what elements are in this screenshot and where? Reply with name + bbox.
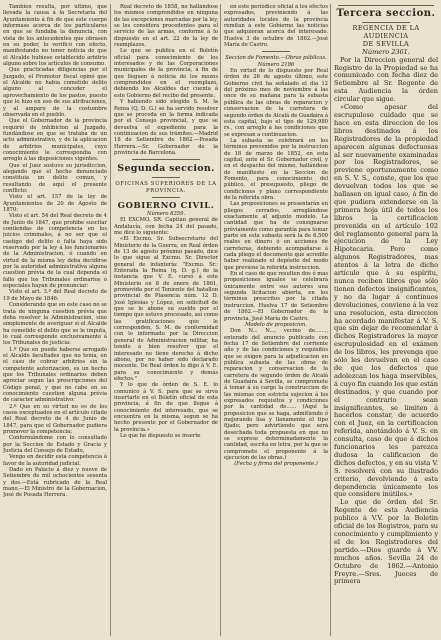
paragraph: Tambien resulta, por último, que llevada la causa á la Secretaría del Ayuntamiento á fin de que este cuerpo informase acerca de los particulares en que se fundaba la denuncia, con vista de los antecedentes que obrasen en su poder, lo verificó con efecto, manifestando no tener noticia de que el Alcalde hubiese establecido arbitrio alguno sobre los artículos de consumo. bbox=[3, 4, 107, 68]
paragraph: Que el Gobernador de la provincia requirió de inhibicion al Juzgado, fundándose en que se trataba de un acto administrativo, y de la aplicacion de arbitrios municipales, cuyo conocimiento le correspondia con arreglo á las disposiciones vigentes. bbox=[3, 118, 107, 163]
section-heading: Seccion de Fomento.—Obras públicas. bbox=[225, 55, 327, 62]
paragraph: Y habiendo sido elegido S. M. la Reina (Q. D. G.) se ha servido resolver que se proceda en la forma indicada por el Consejo provincial, y que se devuelva el expediente para la continuacion de sus trámites.—Madrid 18 de Setiembre de 1862.—Posada Herrera.—Sr. Gobernador de la provincia de Barcelona. bbox=[114, 99, 218, 156]
section-rule bbox=[152, 197, 180, 198]
column-3 bbox=[224, 4, 328, 636]
paragraph: Conformándome con lo consultado por la Seccion de Estado y Gracia y Justicia del Consejo de Estado, bbox=[3, 435, 107, 455]
section-title: Segunda seccion. bbox=[117, 163, 215, 175]
paragraph: Don N... N..., vecino de......., enterado del anuncio publicado con fecha 17 de Setiembre del corriente año y de las condiciones y requisitos que se exigen para la adjudicacion en pública subasta de las obras de reparacion y conservacion de la carretera de segundo órden de Alcalá de Guadaira á Sevilla, se compromete á tomar á su cargo la construccion de las mismas con estricta sujecion á los expresados requisitos y condiciones por la cantidad de...... (Aquí la proposicion que se haga, admitiendo ó mejorando lisa y llanamente el tipo fijado; pero advirtiendo que será desechada toda propuesta en que no se exprese determinadamente la cantidad, escrita en letra, por la que se compromete el proponente á la ejecucion de las obras.) bbox=[224, 328, 328, 462]
paragraph: Por la Direccion general del Registro de la Propiedad se ha comunicado con fecha diez de Setiembre al Sr. Regente de esta Audiencia la órden circular que sigue. bbox=[334, 55, 438, 104]
model-title: Modelo de proposicion. bbox=[245, 321, 307, 328]
paragraph: Las proposiciones se presentarán en pliegos cerrados, arreglándose exactamente al adjunto modelo. La cantidad que ha de consignarse préviamente como garantía para tomar parte en esta subasta será la de 6.500 reales en dinero ó en acciones de carreteras, debiendo acompañarse á cada pliego el documento que acredite haber realizado el depósito del modo que previene la referida instruccion. bbox=[224, 201, 328, 271]
paragraph: Considerando que en este caso no se trata de ninguna cuestion prévia que deba resolver la Administracion, sino simplemente de averiguar si el Alcalde ha cometido el delito que se le imputa, lo cual corresponde exclusivamente á los Tribunales de justicia: bbox=[3, 302, 107, 347]
column-divider bbox=[220, 4, 221, 636]
section-rule bbox=[132, 159, 200, 160]
paragraph: (Fecha y firma del proponente.) bbox=[234, 461, 318, 468]
column-2 bbox=[114, 4, 218, 636]
paragraph: Y lo que de órden de S. E. lo comunico á V. S. para que se sirva insertarlo en el Boletín oficial de esta provincia, á fin de que llegue á conocimiento del interesado, que se encuentra en la misma, segun se ha hecho presente por el Gobernador de la provincia.» bbox=[114, 382, 218, 433]
paragraph: «El Excmo. Sr. Subsecretario del Ministerio de la Guerra, en Real órden de 13 de agosto próximo pasado, dice lo que sigue al Excmo. Sr. Director general de infantería: "Excmo. Sr.: Enterada la Reina (q. D. g.) de la instancia que V. E. cursó á este Ministerio en 8 de enero de 1861, promovida por el Teniente del batallon provincial de Plasencia núm. 12 D. José Iglesias y López, en solicitud de que se le abone su sueldo por el tiempo que estuvo procesado, así como las gratificaciones que le corresponden, S. M. de conformidad con lo informado por la Direccion general de Administracion militar, ha tenido á bien resolver que el interesado no tiene derecho á dicho abono, por no haber sido declarado inocente. De Real órden lo digo á V. E. para su conocimiento y demás efectos." bbox=[114, 236, 218, 382]
paragraph: Visto el art. 3.º del Real decreto de 19 de Mayo de 1846: bbox=[3, 289, 107, 302]
paragraph: Visto el art. 157 de la ley de Ayuntamientos de 20 de Agosto de 1870: bbox=[3, 194, 107, 213]
office-title: GOBIERNO CIVIL. bbox=[117, 200, 215, 211]
section-title: Tercera seccion. bbox=[336, 8, 436, 19]
paragraph: En el caso de que resulten dos ó mas proposiciones iguales se celebrará únicamente entre sus autores una segunda licitacion abierta, en los términos prescritos por la citada instruccion. Huelva 17 de Setiembre de 1862.—El Gobernador de la provincia, José María de Castro. bbox=[224, 271, 328, 322]
paragraph: El EXCMO. SR. Capitan general de Andalucía, con fecha 24 del pasado, me dice lo siguiente: bbox=[114, 217, 218, 236]
paragraph: Visto el art. 54 del Real decreto de 4 de Junio de 1847, que prohibe suscitar contiendas de competencia en los juicios criminales, á no ser que el castigo del delito ó falta haya sido reservado por la ley á los funcionarios de la Administracion, ó cuando en virtud de la misma ley deba decidirse por la autoridad administrativa alguna cuestion prévia de la cual dependa el fallo que los Tribunales ordinarios ó especiales hayan de pronunciar: bbox=[3, 213, 107, 290]
section-subtitle: OFICINAS SUPERIORES DE LA PROVINCIA. bbox=[115, 181, 217, 194]
paragraph: Lo que se publica en el Boletín oficial para conocimiento de los interesados y de las Corporaciones municipales de la provincia, á fin de que lleguen á noticia de los mozos comprendidos en el reemplazo, debiendo los Alcaldes dar cuenta á este Gobierno del recibo del presente. bbox=[114, 48, 218, 99]
office-heading: REGENCIA DE LA AUDIENCIA bbox=[352, 24, 420, 40]
office-heading: DE SEVILLA bbox=[362, 39, 410, 48]
column-1 bbox=[3, 4, 107, 636]
notice-number: Número 2361. bbox=[362, 47, 410, 56]
paragraph: Lo que he dispuesto se inserte bbox=[120, 432, 201, 439]
paragraph: Dado en Palacio á diez y nueve de Setiembre de mil ochocientos sesenta y dos.—Está rubricado de la Real mano.—El Ministro de la Gobernacion, José de Posada Herrera. bbox=[3, 467, 107, 499]
notice-number: Número 2186 bbox=[257, 61, 295, 68]
column-4 bbox=[334, 4, 438, 636]
section-rule bbox=[338, 5, 434, 6]
paragraph: Que practicadas diligencias por el Juzgado, el Promotor fiscal opinó que el Alcalde no habia cometido delito alguno al conceder el aprovechamiento de los pastos, puesto que lo hizo en uso de sus atribuciones, y al amparo de la costumbre observada en el pueblo. bbox=[3, 67, 107, 118]
notice-number: Número 8359. bbox=[146, 210, 186, 217]
paragraph: En virtud de lo dispuesto por Real órden de 26 de agosto último, este Gobierno civil ha señalado el dia 12 del próximo mes de noviembre á las once de su mañana para la subasta pública de las obras de reparacion y conservacion de la carretera de segundo órden de Alcalá de Guadaira á esta capital, bajo el tipo de 129,980 rs., con arreglo á las condiciones que se expresan a continuacion. bbox=[224, 68, 328, 138]
section-rule bbox=[152, 177, 180, 178]
paragraph: 2.º Que en su virtud no es de los casos exceptuados en el artículo citado del Real decreto de 4 de Junio de 1847, para que el Gobernador pudiera promover la competencia; bbox=[3, 403, 107, 436]
section-rule bbox=[362, 22, 410, 23]
paragraph: Vengo en decidir esta competencia á favor de la autoridad judicial. bbox=[3, 454, 107, 467]
paragraph: Lo que de órden del Sr. Regente de esta Audiencia publico á V.V. por la Boletin oficial de los Registros, para su conocimiento y cumplimiento y el de los Registradores del partido.—Dios guarde á VV. muchos años. Sevilla 24 de Octubre de 1862.—Antonio Freyre.—Sres. Jueces de primera bbox=[334, 498, 438, 586]
paragraph: en este periódico oficial á los efectos expresados, previniendo á las autoridades locales de la provincia remitan á este Gobierno las noticias que adquieran acerca del interesado. Huelva 3 de octubre de 1862.—José María de Castro. bbox=[224, 4, 328, 49]
paragraph: Que el Juez sostuvo su jurisdiccion, alegando que el hecho denunciado constituia un delito comun, y resultando de aquí el presente conflicto: bbox=[3, 162, 107, 194]
column-divider bbox=[330, 4, 331, 636]
paragraph: «Como apesar del escrupuloso cuidado que se hace en esta direccion de los libros destinados á los Registradores de la propiedad aparecen algunas defectuosas al ser nuevamente examinadas por los Registradores, se previene oportunamente como en S. V. S., conste, que los que devuelvan todos los que se hallasen en igual caso, á fin de que pudiera extenderse en la primera hoja útil de todos los libros la certificacion prevenida en el artículo 102 del reglamento general para la ejecucion de la Ley Hipotecaria. Pero como algunos Registradores, mas atentos á la letra de dicho artículo que á su espíritu, nunca reciben libros que sólo tienen defectos insignificantes, y no da lugar á continuos devoluciones, conviene á la vez una resolucion, esta direccion ha acordado manifestar á V. S. que sin dejar de recomendar á dichos Registradores la mayor escrupulosidad en el exámen de los libros, les prevenga que sólo les devuelvan en el caso de que los defectos que adolezcan los haga inservibles, á cuyo fin cuando los que están destinados, y que cuando por el contrario sean insignificantes, se limiten á hacerlos constar, de acuerdo con el Juez, en la certificacion referida, anotándolo á V. S. en consulta, caso de que á dichos funcionarios les parezca dudosa la calificacion de dichos defectos, y en su vista V. S. resolverá con su ilustrado criterio, devolviendo á esta dependencia únicamente los que considere inútiles.» bbox=[334, 103, 438, 499]
paragraph: La subasta se celebrará en los términos prevenidos por la instruccion de 18 de marzo de 1852, en esta capital, ante el Sr. Gobernador civil, y en el despacho del mismo, hallándose de manifiesto en la Seccion de Fomento, para conocimiento del público, el presupuesto, pliego de condiciones y plano correspondiente de la referida obra. bbox=[224, 137, 328, 201]
section-rule bbox=[262, 51, 290, 52]
column-divider bbox=[110, 4, 111, 636]
paragraph: 1.º Que en puede haberse arrogado el Alcalde facultades que no tenia, en el caso de cobrar arbitrios sin la competente autorizacion, es un hecho que los Tribunales ordinarios deben apreciar segun las prescripciones del Código penal, y que no cabe en su conocimiento cuestion alguna prévia de caracter administrativo: bbox=[3, 346, 107, 404]
paragraph: Real decreto de 1858, no hallándose los mismos comprendidos en ninguna de las excepciones marcadas por la ley, se les considera procedentes para el servicio de las armas, conforme á lo dispuesto en el art. 22 de la ley de reemplazos. bbox=[114, 4, 218, 49]
